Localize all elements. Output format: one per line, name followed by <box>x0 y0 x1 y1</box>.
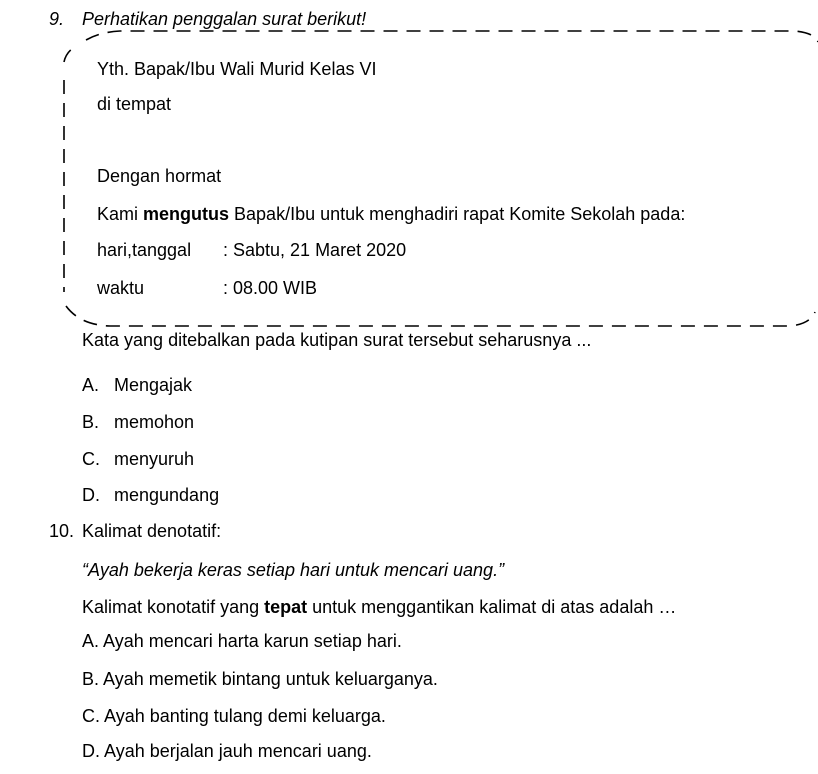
q10-option-b[interactable]: B. Ayah memetik bintang untuk keluarganya. <box>82 669 438 689</box>
letter-place: di tempat <box>97 94 172 114</box>
q9-option-c-text[interactable]: menyuruh <box>114 449 195 469</box>
letter-body-pre: Kami <box>97 204 144 224</box>
q9-instruction: Perhatikan penggalan surat berikut! <box>82 9 367 29</box>
letter-date-label: hari,tanggal <box>97 240 192 260</box>
letter-time-value: : 08.00 WIB <box>223 278 318 298</box>
letter-time-label: waktu <box>97 278 145 298</box>
q9-option-b-letter: B. <box>82 412 100 432</box>
q9-option-c-letter: C. <box>82 449 100 469</box>
letter-body-bold: mengutus <box>143 204 230 224</box>
q10-question-bold: tepat <box>264 597 308 617</box>
q9-option-b-text[interactable]: memohon <box>114 412 195 432</box>
q9-question: Kata yang ditebalkan pada kutipan surat tersebut seharusnya ... <box>82 330 592 350</box>
q9-option-d-letter: D. <box>82 485 100 505</box>
q10-option-a[interactable]: A. Ayah mencari harta karun setiap hari. <box>82 631 402 651</box>
letter-body-post: Bapak/Ibu untuk menghadiri rapat Komite Sekolah pada: <box>229 204 686 224</box>
q9-option-a-text[interactable]: Mengajak <box>114 375 193 395</box>
q10-question-post: untuk menggantikan kalimat di atas adalah … <box>307 597 677 617</box>
q9-option-a-letter: A. <box>82 375 100 395</box>
q10-title: Kalimat denotatif: <box>82 521 222 541</box>
q10-option-d[interactable]: D. Ayah berjalan jauh mencari uang. <box>82 741 372 761</box>
letter-salutation: Yth. Bapak/Ibu Wali Murid Kelas VI <box>97 59 377 79</box>
q10-option-c[interactable]: C. Ayah banting tulang demi keluarga. <box>82 706 386 726</box>
q9-option-d-text[interactable]: mengundang <box>114 485 220 505</box>
letter-date-value: : Sabtu, 21 Maret 2020 <box>223 240 407 260</box>
q10-quote: “Ayah bekerja keras setiap hari untuk mencari uang.” <box>82 560 505 580</box>
q10-number: 10. <box>49 521 75 541</box>
q9-number: 9. <box>49 9 65 29</box>
q10-question <box>82 598 676 616</box>
letter-greeting: Dengan hormat <box>97 166 222 186</box>
q10-question-pre: Kalimat konotatif yang <box>82 597 265 617</box>
letter-body <box>97 205 685 223</box>
